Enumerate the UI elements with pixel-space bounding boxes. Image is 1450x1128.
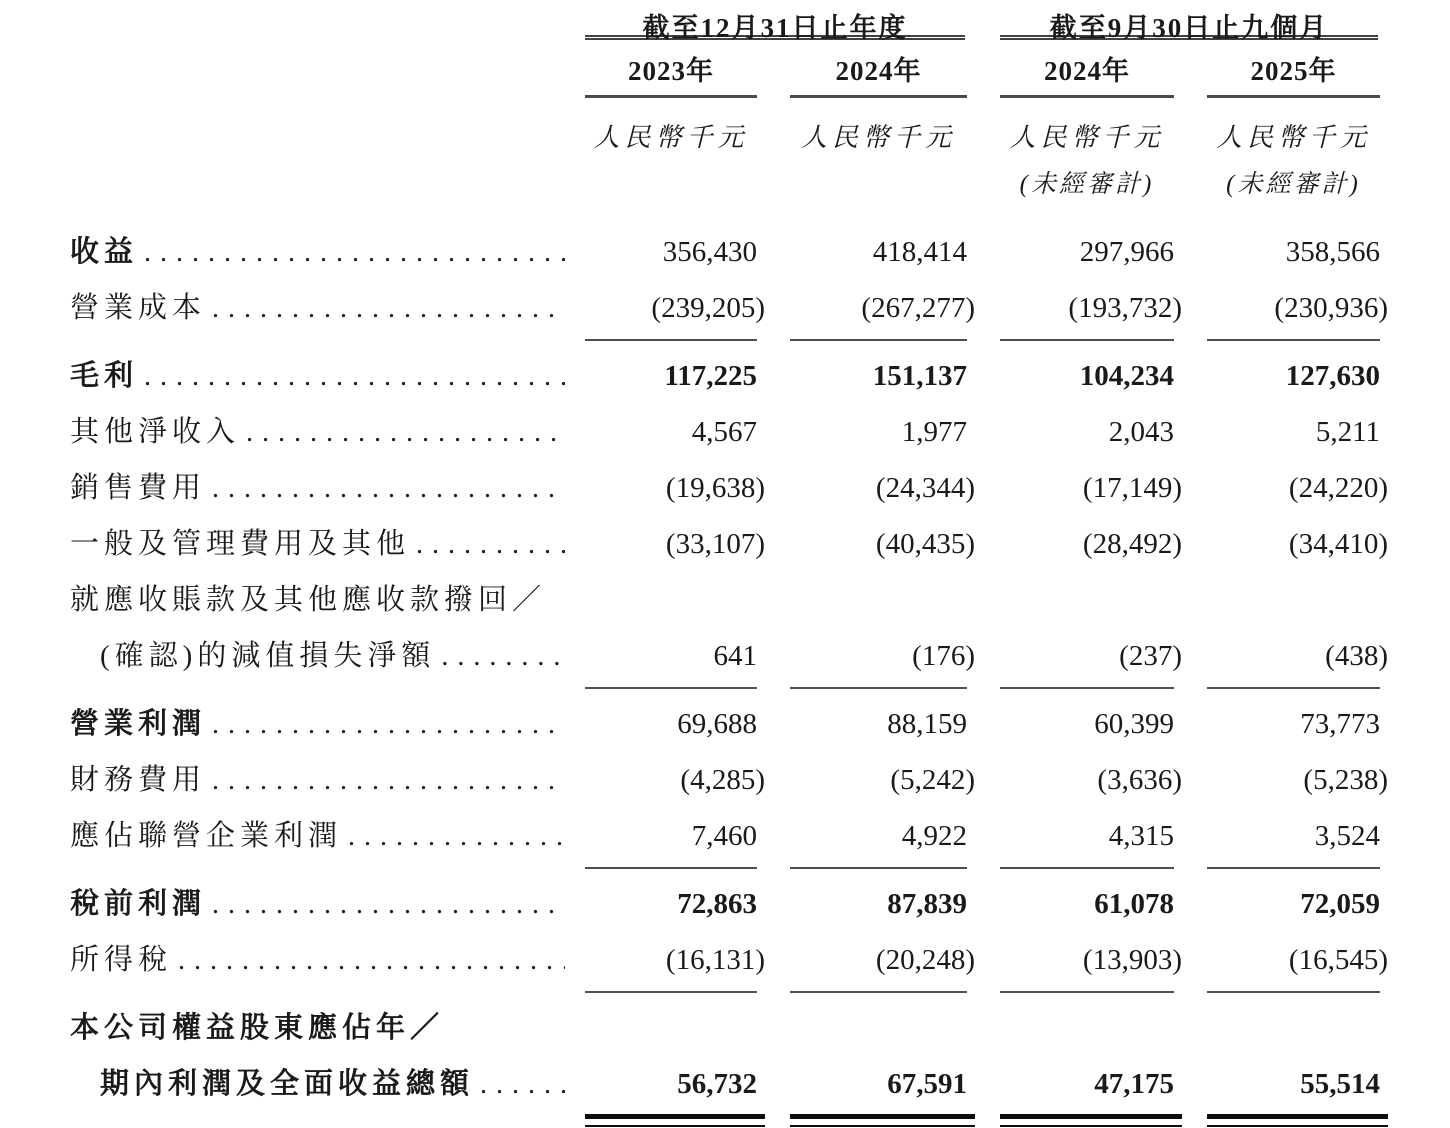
cell-value: 73,773 xyxy=(1300,708,1380,740)
value-cell-other-net-income-col3 xyxy=(1000,404,1207,460)
subtotal-rule-col2 xyxy=(790,988,1000,1000)
subtotal-rule-col3 xyxy=(1000,336,1207,348)
period-group-nine-months-title: 截至9月30日止九個月 xyxy=(1000,6,1378,40)
dot-leader xyxy=(212,753,565,808)
year-header-col1 xyxy=(585,40,790,98)
value-cell-cost-of-sales-col4 xyxy=(1207,280,1413,336)
row-label-text: (確認)的減值損失淨額 xyxy=(100,640,436,672)
rule-line xyxy=(790,339,967,341)
row-label-general-admin-expenses xyxy=(70,516,585,572)
year-header-col2 xyxy=(790,40,1000,98)
dot-leader xyxy=(416,517,565,572)
cell-value: (3,636) xyxy=(1097,764,1182,796)
cell-value: 418,414 xyxy=(872,236,967,268)
cell-value: (28,492) xyxy=(1082,528,1182,560)
row-label-share-of-associates-profit xyxy=(70,808,585,864)
row-label-text: 財務費用 xyxy=(70,764,207,796)
value-cell-impairment-line2-col3 xyxy=(1000,628,1207,684)
cell-value: 1,977 xyxy=(901,416,967,448)
cell-value: (239,205) xyxy=(651,292,765,324)
cell-value: 151,137 xyxy=(872,360,967,392)
row-label-text: 營業成本 xyxy=(70,292,207,324)
value-cell-general-admin-expenses-col3 xyxy=(1000,516,1207,572)
rule-line xyxy=(1207,687,1380,689)
cell-value: 72,863 xyxy=(677,888,757,920)
row-label-revenue xyxy=(70,224,585,280)
dot-leader xyxy=(246,405,565,460)
rule-line xyxy=(585,991,757,993)
cell-value: 55,514 xyxy=(1300,1068,1380,1100)
cell-value: (438) xyxy=(1325,640,1388,672)
rule-line xyxy=(790,687,967,689)
value-cell-total-comprehensive-line2-col4 xyxy=(1207,1056,1413,1112)
value-cell-finance-costs-col2 xyxy=(790,752,1000,808)
row-label-selling-expenses xyxy=(70,460,585,516)
unit-label: 人民幣千元 xyxy=(800,123,956,152)
row-label-impairment-line1 xyxy=(70,572,585,628)
year-label: 2025年 xyxy=(1207,40,1380,98)
dot-leader xyxy=(144,225,565,280)
rule-line xyxy=(790,991,967,993)
value-cell-impairment-line2-col2 xyxy=(790,628,1000,684)
cell-value: 3,524 xyxy=(1314,820,1380,852)
value-cell-finance-costs-col4 xyxy=(1207,752,1413,808)
cell-value: (16,131) xyxy=(665,944,765,976)
value-cell-total-comprehensive-line2-col2 xyxy=(790,1056,1000,1112)
row-label-text: 營業利潤 xyxy=(70,708,207,740)
row-label-total-comprehensive-line2 xyxy=(70,1056,585,1112)
unit-label: 人民幣千元 xyxy=(1215,123,1371,152)
value-cell-profit-before-tax-col3 xyxy=(1000,876,1207,932)
value-cell-profit-before-tax-col2 xyxy=(790,876,1000,932)
cell-value: 297,966 xyxy=(1079,236,1174,268)
cell-value: (24,220) xyxy=(1288,472,1388,504)
value-cell-total-comprehensive-line2-col3 xyxy=(1000,1056,1207,1112)
cell-value: (33,107) xyxy=(665,528,765,560)
rule-line xyxy=(1000,1114,1182,1127)
period-group-nine-months xyxy=(1000,6,1413,43)
rule-line xyxy=(1000,687,1174,689)
value-cell-gross-profit-col1 xyxy=(585,348,790,404)
cell-value: 104,234 xyxy=(1079,360,1174,392)
cell-value: 358,566 xyxy=(1285,236,1380,268)
dot-leader xyxy=(212,697,565,752)
income-statement-table xyxy=(70,6,1450,1128)
total-double-rule-col4 xyxy=(1207,1112,1413,1128)
header-body-spacer xyxy=(70,202,1413,224)
cell-value: 2,043 xyxy=(1108,416,1174,448)
row-label-finance-costs xyxy=(70,752,585,808)
value-cell-operating-profit-col2 xyxy=(790,696,1000,752)
cell-value: 56,732 xyxy=(677,1068,757,1100)
subtotal-rule-col1 xyxy=(585,864,790,876)
unit-header-col3 xyxy=(1000,98,1207,156)
cell-value: 69,688 xyxy=(677,708,757,740)
total-double-rule-col1 xyxy=(585,1112,790,1128)
period-group-annual-title: 截至12月31日止年度 xyxy=(585,6,965,40)
rule-line xyxy=(790,1114,975,1127)
row-label-cost-of-sales xyxy=(70,280,585,336)
rule-line xyxy=(1000,339,1174,341)
row-label-text: 其他淨收入 xyxy=(70,416,241,448)
unit-header-col4 xyxy=(1207,98,1413,156)
period-group-annual xyxy=(585,6,1000,43)
dot-leader xyxy=(212,877,565,932)
cell-value: (34,410) xyxy=(1288,528,1388,560)
value-cell-cost-of-sales-col2 xyxy=(790,280,1000,336)
value-cell-share-of-associates-profit-col4 xyxy=(1207,808,1413,864)
value-cell-gross-profit-col4 xyxy=(1207,348,1413,404)
cell-value: (176) xyxy=(912,640,975,672)
cell-value: 72,059 xyxy=(1300,888,1380,920)
dot-leader xyxy=(212,461,565,516)
rule-line xyxy=(1000,867,1174,869)
value-cell-finance-costs-col1 xyxy=(585,752,790,808)
unaudited-label: (未經審計) xyxy=(1019,171,1155,198)
value-cell-profit-before-tax-col4 xyxy=(1207,876,1413,932)
dot-leader xyxy=(178,933,565,988)
subtotal-rule-col3 xyxy=(1000,864,1207,876)
cell-value: (20,248) xyxy=(875,944,975,976)
subtotal-rule-col1 xyxy=(585,684,790,696)
rule-line xyxy=(1000,991,1174,993)
rule-line xyxy=(1207,867,1380,869)
year-label: 2024年 xyxy=(790,40,967,98)
value-cell-other-net-income-col2 xyxy=(790,404,1000,460)
row-label-text: 收益 xyxy=(70,236,139,268)
cell-value: (17,149) xyxy=(1082,472,1182,504)
cell-value: 5,211 xyxy=(1315,416,1380,448)
value-cell-revenue-col3 xyxy=(1000,224,1207,280)
rule-line xyxy=(585,339,757,341)
unit-label: 人民幣千元 xyxy=(593,123,749,152)
row-label-text: 就應收賬款及其他應收款撥回／ xyxy=(70,584,547,616)
cell-value: 356,430 xyxy=(662,236,757,268)
value-cell-operating-profit-col3 xyxy=(1000,696,1207,752)
subtotal-rule-col4 xyxy=(1207,864,1413,876)
cell-value: (237) xyxy=(1119,640,1182,672)
year-label: 2024年 xyxy=(1000,40,1174,98)
value-cell-finance-costs-col3 xyxy=(1000,752,1207,808)
cell-value: 88,159 xyxy=(887,708,967,740)
rule-line xyxy=(790,867,967,869)
value-cell-income-tax-col1 xyxy=(585,932,790,988)
value-cell-other-net-income-col4 xyxy=(1207,404,1413,460)
subtotal-rule-col2 xyxy=(790,684,1000,696)
year-label: 2023年 xyxy=(585,40,757,98)
cell-value: (4,285) xyxy=(680,764,765,796)
cell-value: 87,839 xyxy=(887,888,967,920)
value-cell-total-comprehensive-line2-col1 xyxy=(585,1056,790,1112)
row-label-text: 一般及管理費用及其他 xyxy=(70,528,411,560)
value-cell-share-of-associates-profit-col3 xyxy=(1000,808,1207,864)
rule-line xyxy=(585,687,757,689)
value-cell-revenue-col2 xyxy=(790,224,1000,280)
total-double-rule-col2 xyxy=(790,1112,1000,1128)
unaudited-note-col3 xyxy=(1000,156,1207,202)
row-label-text: 應佔聯營企業利潤 xyxy=(70,820,343,852)
subtotal-rule-col3 xyxy=(1000,684,1207,696)
subtotal-rule-col4 xyxy=(1207,336,1413,348)
rule-line xyxy=(1207,339,1380,341)
row-label-total-comprehensive-line1 xyxy=(70,1000,585,1056)
row-label-text: 稅前利潤 xyxy=(70,888,207,920)
rule-line xyxy=(1207,991,1380,993)
rule-line xyxy=(585,867,757,869)
cell-value: 61,078 xyxy=(1094,888,1174,920)
subtotal-rule-col2 xyxy=(790,336,1000,348)
value-cell-cost-of-sales-col1 xyxy=(585,280,790,336)
value-cell-operating-profit-col1 xyxy=(585,696,790,752)
cell-value: 4,567 xyxy=(691,416,757,448)
value-cell-impairment-line2-col4 xyxy=(1207,628,1413,684)
value-cell-cost-of-sales-col3 xyxy=(1000,280,1207,336)
cell-value: (5,238) xyxy=(1303,764,1388,796)
dot-leader xyxy=(348,809,565,864)
subtotal-rule-col1 xyxy=(585,988,790,1000)
row-label-text: 毛利 xyxy=(70,360,139,392)
value-cell-selling-expenses-col4 xyxy=(1207,460,1413,516)
cell-value: 67,591 xyxy=(887,1068,967,1100)
value-cell-other-net-income-col1 xyxy=(585,404,790,460)
unaudited-note-col4 xyxy=(1207,156,1413,202)
dot-leader xyxy=(480,1057,565,1112)
value-cell-selling-expenses-col1 xyxy=(585,460,790,516)
subtotal-rule-col4 xyxy=(1207,684,1413,696)
total-double-rule-col3 xyxy=(1000,1112,1207,1128)
subtotal-rule-col1 xyxy=(585,336,790,348)
dot-leader xyxy=(144,349,565,404)
value-cell-share-of-associates-profit-col2 xyxy=(790,808,1000,864)
row-label-profit-before-tax xyxy=(70,876,585,932)
cell-value: 7,460 xyxy=(691,820,757,852)
rule-line xyxy=(585,1114,765,1127)
cell-value: 4,315 xyxy=(1108,820,1174,852)
value-cell-selling-expenses-col2 xyxy=(790,460,1000,516)
value-cell-gross-profit-col3 xyxy=(1000,348,1207,404)
cell-value: 60,399 xyxy=(1094,708,1174,740)
row-label-text: 所得稅 xyxy=(70,944,173,976)
cell-value: 47,175 xyxy=(1094,1068,1174,1100)
value-cell-general-admin-expenses-col2 xyxy=(790,516,1000,572)
value-cell-general-admin-expenses-col1 xyxy=(585,516,790,572)
value-cell-general-admin-expenses-col4 xyxy=(1207,516,1413,572)
value-cell-revenue-col1 xyxy=(585,224,790,280)
cell-value: 127,630 xyxy=(1285,360,1380,392)
unit-label: 人民幣千元 xyxy=(1009,123,1165,152)
cell-value: (230,936) xyxy=(1274,292,1388,324)
cell-value: 117,225 xyxy=(664,360,757,392)
cell-value: 641 xyxy=(713,640,757,672)
value-cell-impairment-line2-col1 xyxy=(585,628,790,684)
row-label-other-net-income xyxy=(70,404,585,460)
value-cell-income-tax-col3 xyxy=(1000,932,1207,988)
unaudited-label: (未經審計) xyxy=(1226,171,1361,198)
row-label-text: 期內利潤及全面收益總額 xyxy=(100,1068,475,1100)
value-cell-profit-before-tax-col1 xyxy=(585,876,790,932)
dot-leader xyxy=(441,629,565,684)
value-cell-income-tax-col2 xyxy=(790,932,1000,988)
year-header-col3 xyxy=(1000,40,1207,98)
value-cell-share-of-associates-profit-col1 xyxy=(585,808,790,864)
unit-header-col2 xyxy=(790,98,1000,156)
cell-value: (193,732) xyxy=(1068,292,1182,324)
subtotal-rule-col2 xyxy=(790,864,1000,876)
cell-value: (267,277) xyxy=(861,292,975,324)
unit-header-col1 xyxy=(585,98,790,156)
cell-value: (5,242) xyxy=(890,764,975,796)
cell-value: 4,922 xyxy=(901,820,967,852)
row-label-income-tax xyxy=(70,932,585,988)
row-label-impairment-line2 xyxy=(70,628,585,684)
subtotal-rule-col4 xyxy=(1207,988,1413,1000)
value-cell-income-tax-col4 xyxy=(1207,932,1413,988)
row-label-text: 本公司權益股東應佔年／ xyxy=(70,1012,445,1044)
row-label-text: 銷售費用 xyxy=(70,472,207,504)
rule-line xyxy=(1207,1114,1388,1127)
dot-leader xyxy=(212,281,565,336)
cell-value: (16,545) xyxy=(1288,944,1388,976)
value-cell-revenue-col4 xyxy=(1207,224,1413,280)
value-cell-gross-profit-col2 xyxy=(790,348,1000,404)
row-label-gross-profit xyxy=(70,348,585,404)
cell-value: (24,344) xyxy=(875,472,975,504)
cell-value: (40,435) xyxy=(875,528,975,560)
value-cell-operating-profit-col4 xyxy=(1207,696,1413,752)
row-label-operating-profit xyxy=(70,696,585,752)
subtotal-rule-col3 xyxy=(1000,988,1207,1000)
cell-value: (19,638) xyxy=(665,472,765,504)
cell-value: (13,903) xyxy=(1082,944,1182,976)
year-header-col4 xyxy=(1207,40,1413,98)
value-cell-selling-expenses-col3 xyxy=(1000,460,1207,516)
